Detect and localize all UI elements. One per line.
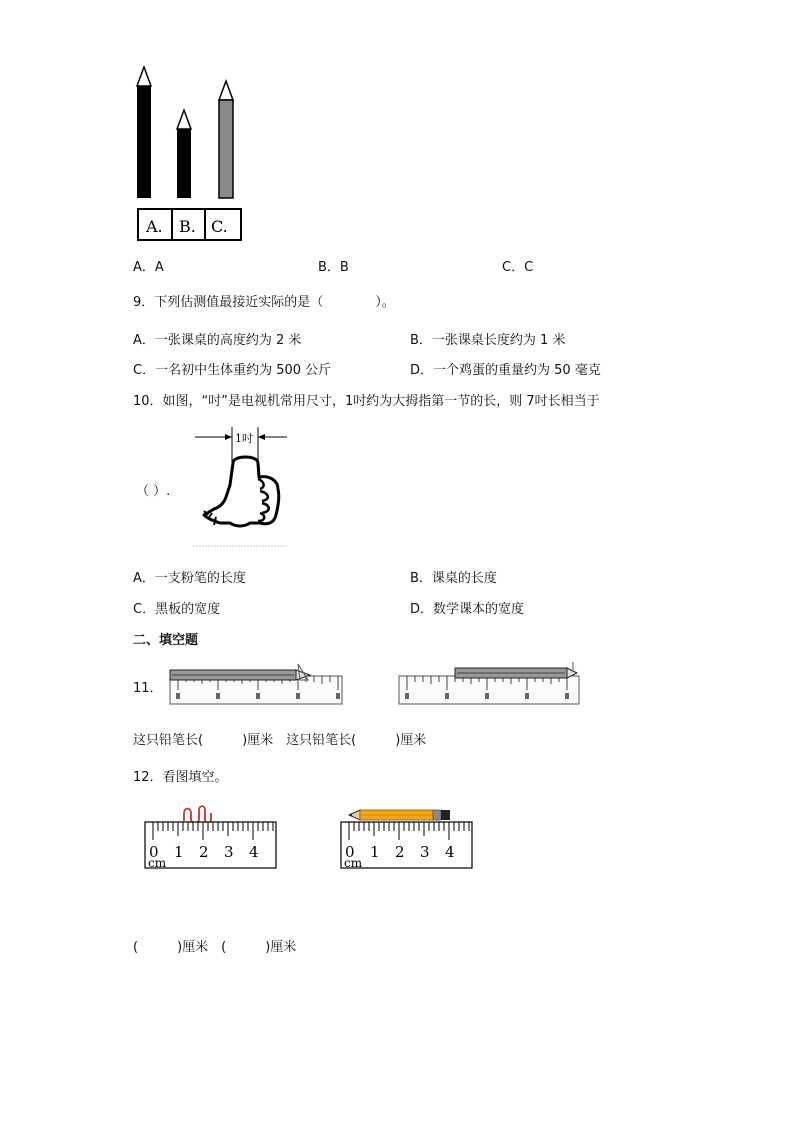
q12-stem: 12．看图填空。: [133, 770, 228, 785]
q12-ruler-2-label-1: 1: [370, 843, 380, 861]
q8-option-a: A．A: [133, 260, 164, 275]
q11-number: 11．: [133, 681, 163, 696]
q12-ruler-2-label-4: 4: [445, 843, 455, 861]
box-label-a: A.: [146, 217, 163, 236]
q10-option-c: C．黑板的宽度: [133, 602, 221, 617]
q12-ruler-pencil: [340, 800, 475, 875]
q12-ruler-1-label-4: 4: [249, 843, 259, 861]
thumb-figure: [190, 415, 290, 550]
q10-stem: 10．如图，“吋”是电视机常用尺寸，1吋约为大拇指第一节的长，则 7吋长相当于: [133, 394, 600, 409]
q12-ruler-1-label-2: 2: [199, 843, 209, 861]
q12-pencil: [349, 810, 450, 820]
q11-pencil-1: [170, 664, 310, 680]
q9-option-d: D．一个鸡蛋的重量约为 50 毫克: [410, 363, 601, 378]
q9-option-c: C．一名初中生体重约为 500 公斤: [133, 363, 332, 378]
q8-option-b: B．B: [318, 260, 349, 275]
section-title: 二、填空题: [133, 633, 199, 648]
q12-ruler-2-label-0: 0: [345, 843, 355, 861]
q10-paren: （ ）.: [136, 484, 171, 499]
pencil-c: [219, 81, 233, 198]
paperclip: [184, 806, 211, 823]
q12-ruler-1-label-1: 1: [174, 843, 184, 861]
q12-ruler-1-label-3: 3: [224, 843, 234, 861]
q11-ruler-2: [397, 660, 583, 712]
q9-option-b: B．一张课桌长度约为 1 米: [410, 333, 566, 348]
box-label-c: C.: [211, 217, 228, 236]
inch-label: 1吋: [235, 432, 253, 445]
pencils-figure: [130, 62, 250, 247]
q12-ruler-2-label-2: 2: [395, 843, 405, 861]
q9-stem: 9．下列估测值最接近实际的是（ ）。: [133, 295, 395, 310]
q8-option-c: C．C: [502, 260, 534, 275]
q11-ruler-1: [168, 662, 346, 710]
q12-ruler-1-unit: cm: [148, 856, 167, 870]
q11-answer-line: 这只铅笔长( )厘米 这只铅笔长( )厘米: [133, 733, 427, 748]
q9-option-a: A．一张课桌的高度约为 2 米: [133, 333, 302, 348]
pencil-a: [137, 67, 151, 198]
q12-ruler-paperclip: [144, 800, 279, 875]
q10-option-b: B．课桌的长度: [410, 571, 497, 586]
q10-option-d: D．数学课本的宽度: [410, 602, 525, 617]
pencil-b: [177, 110, 191, 198]
q12-ruler-1-label-0: 0: [149, 843, 159, 861]
q12-answer-line: ( )厘米 ( )厘米: [133, 940, 297, 955]
box-label-b: B.: [179, 217, 196, 236]
q12-ruler-2-label-3: 3: [420, 843, 430, 861]
q10-option-a: A．一支粉笔的长度: [133, 571, 246, 586]
q11-pencil-2: [455, 662, 577, 678]
q12-ruler-2-unit: cm: [344, 856, 363, 870]
